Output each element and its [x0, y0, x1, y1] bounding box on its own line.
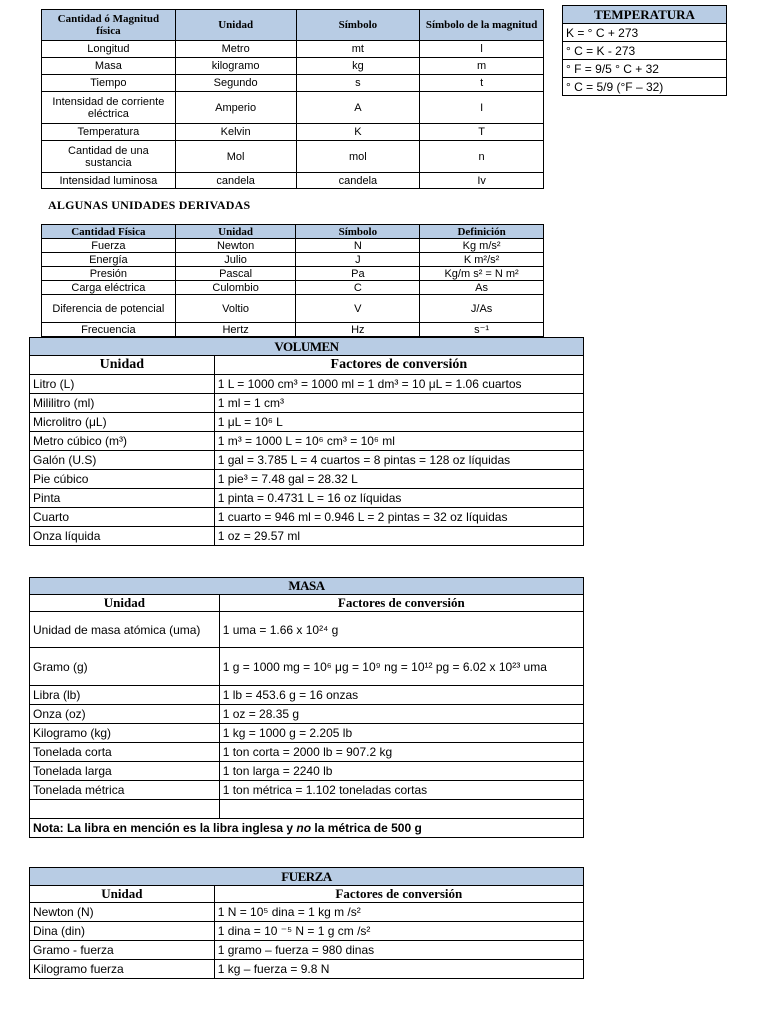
table-cell: Microlitro (μL) [30, 413, 215, 432]
table-row [30, 705, 584, 724]
table-cell: 1 gal = 3.785 L = 4 cuartos = 8 pintas = 128 oz líquidas [214, 451, 583, 470]
table-row [42, 267, 544, 281]
table-cell: Kelvin [175, 124, 296, 141]
table-row [30, 451, 584, 470]
table-cell: 1 g = 1000 mg = 10⁶ μg = 10⁹ ng = 10¹² pg = 6.02 x 10²³ uma [219, 648, 583, 686]
table-cell: 1 μL = 10⁶ L [214, 413, 583, 432]
table-cell: 1 kg = 1000 g = 2.205 lb [219, 724, 583, 743]
table-cell: n [420, 141, 544, 173]
table-row [42, 239, 544, 253]
table-cell: l [420, 41, 544, 58]
table-cell: C [296, 281, 420, 295]
table-cell [30, 800, 220, 819]
table-cell: T [420, 124, 544, 141]
derived-units-heading: ALGUNAS UNIDADES DERIVADAS [48, 198, 251, 212]
table-row [30, 648, 584, 686]
volume-title: VOLUMEN [30, 338, 584, 356]
table-row [30, 375, 584, 394]
table-row [30, 489, 584, 508]
table-cell: Mol [175, 141, 296, 173]
table-row [30, 394, 584, 413]
table-row [30, 960, 584, 979]
table-cell: Newton [175, 239, 296, 253]
table-row [30, 903, 584, 922]
table-cell: 1 m³ = 1000 L = 10⁶ cm³ = 10⁶ ml [214, 432, 583, 451]
table-row [42, 58, 544, 75]
table-cell: Mililitro (ml) [30, 394, 215, 413]
volume-header-unidad: Unidad [30, 356, 215, 375]
table-cell: 1 kg – fuerza = 9.8 N [214, 960, 583, 979]
mass-table [29, 577, 584, 838]
table-cell: 1 cuarto = 946 ml = 0.946 L = 2 pintas = 32 oz líquidas [214, 508, 583, 527]
table-row [42, 253, 544, 267]
table-row [42, 173, 544, 189]
table-cell: 1 gramo – fuerza = 980 dinas [214, 941, 583, 960]
table-cell: 1 L = 1000 cm³ = 1000 ml = 1 dm³ = 10 μL = 1.06 cuartos [214, 375, 583, 394]
table-row [30, 800, 584, 819]
fundamental-units-table [41, 9, 544, 189]
volume-header-factores: Factores de conversión [214, 356, 583, 375]
table-cell: Hz [296, 323, 420, 337]
force-table [29, 867, 584, 979]
table-cell: Pinta [30, 489, 215, 508]
table-cell: N [296, 239, 420, 253]
table-cell: Kg m/s² [420, 239, 544, 253]
table-row [42, 124, 544, 141]
temperature-title: TEMPERATURA [563, 6, 727, 24]
table-cell: Pie cúbico [30, 470, 215, 489]
table-cell: K = ° C + 273 [563, 24, 727, 42]
force-header-factores: Factores de conversión [214, 886, 583, 903]
table-row [42, 75, 544, 92]
table-row [30, 470, 584, 489]
table-cell: mt [296, 41, 420, 58]
table-cell: Segundo [175, 75, 296, 92]
fundamental-header-cantidad: Cantidad ó Magnitud física [42, 10, 176, 41]
table-cell: Cuarto [30, 508, 215, 527]
mass-title: MASA [30, 578, 584, 595]
table-cell: Intensidad de corriente eléctrica [42, 92, 176, 124]
table-row [563, 42, 727, 60]
table-cell: Litro (L) [30, 375, 215, 394]
table-cell: Kilogramo fuerza [30, 960, 215, 979]
table-cell: Presión [42, 267, 176, 281]
temperature-table [562, 5, 727, 96]
derived-header-unidad: Unidad [175, 225, 296, 239]
table-cell: 1 ton métrica = 1.102 toneladas cortas [219, 781, 583, 800]
table-cell: ° F = 9/5 ° C + 32 [563, 60, 727, 78]
table-cell: 1 pie³ = 7.48 gal = 28.32 L [214, 470, 583, 489]
table-cell: 1 uma = 1.66 x 10²⁴ g [219, 612, 583, 648]
table-cell: s [296, 75, 420, 92]
table-cell: 1 oz = 29.57 ml [214, 527, 583, 546]
table-cell: Temperatura [42, 124, 176, 141]
table-cell: Tonelada larga [30, 762, 220, 781]
table-cell: Pa [296, 267, 420, 281]
table-cell: Carga eléctrica [42, 281, 176, 295]
table-cell: Libra (lb) [30, 686, 220, 705]
mass-header-factores: Factores de conversión [219, 595, 583, 612]
mass-note [30, 819, 584, 838]
table-row [30, 527, 584, 546]
table-cell: 1 ml = 1 cm³ [214, 394, 583, 413]
force-title: FUERZA [30, 868, 584, 886]
table-row [30, 508, 584, 527]
table-row [30, 686, 584, 705]
derived-header-cantidad: Cantidad Física [42, 225, 176, 239]
table-row [42, 41, 544, 58]
table-row [30, 413, 584, 432]
mass-note-emphasis: no [296, 821, 312, 835]
table-cell: ° C = K - 273 [563, 42, 727, 60]
table-cell: candela [296, 173, 420, 189]
table-cell: 1 N = 10⁵ dina = 1 kg m /s² [214, 903, 583, 922]
table-cell: Julio [175, 253, 296, 267]
table-cell: Metro cúbico (m³) [30, 432, 215, 451]
table-cell: Diferencia de potencial [42, 295, 176, 323]
table-cell: 1 lb = 453.6 g = 16 onzas [219, 686, 583, 705]
fundamental-header-simbolo: Símbolo [296, 10, 420, 41]
derived-header-definicion: Definición [420, 225, 544, 239]
table-cell: Frecuencia [42, 323, 176, 337]
table-cell: ° C = 5/9 (°F – 32) [563, 78, 727, 96]
table-cell: Amperio [175, 92, 296, 124]
table-row [563, 24, 727, 42]
table-cell: 1 oz = 28.35 g [219, 705, 583, 724]
table-cell: 1 ton corta = 2000 lb = 907.2 kg [219, 743, 583, 762]
table-row [30, 743, 584, 762]
table-row [30, 922, 584, 941]
table-cell: candela [175, 173, 296, 189]
table-cell: Intensidad luminosa [42, 173, 176, 189]
table-cell: s⁻¹ [420, 323, 544, 337]
table-row [30, 724, 584, 743]
table-cell: Kg/m s² = N m² [420, 267, 544, 281]
table-cell: mol [296, 141, 420, 173]
table-cell: Hertz [175, 323, 296, 337]
derived-units-table [41, 224, 544, 337]
table-row [30, 941, 584, 960]
derived-header-simbolo: Símbolo [296, 225, 420, 239]
table-cell: Onza líquida [30, 527, 215, 546]
mass-note-text: Nota: La libra en mención es la libra inglesa y [33, 821, 297, 835]
table-cell: Tonelada métrica [30, 781, 220, 800]
fundamental-header-unidad: Unidad [175, 10, 296, 41]
table-cell: kilogramo [175, 58, 296, 75]
table-cell: A [296, 92, 420, 124]
table-cell: I [420, 92, 544, 124]
table-cell: V [296, 295, 420, 323]
table-cell: kg [296, 58, 420, 75]
table-cell: 1 ton larga = 2240 lb [219, 762, 583, 781]
table-row [30, 612, 584, 648]
table-row [42, 92, 544, 124]
table-cell: 1 dina = 10 ⁻⁵ N = 1 g cm /s² [214, 922, 583, 941]
table-row [42, 323, 544, 337]
table-row [30, 781, 584, 800]
table-cell: Energía [42, 253, 176, 267]
table-row [563, 78, 727, 96]
table-cell: K [296, 124, 420, 141]
table-cell: Gramo - fuerza [30, 941, 215, 960]
table-cell: Metro [175, 41, 296, 58]
table-cell: Longitud [42, 41, 176, 58]
table-cell: J [296, 253, 420, 267]
table-cell: Voltio [175, 295, 296, 323]
table-cell: t [420, 75, 544, 92]
mass-note-text-end: la métrica de 500 g [311, 821, 422, 835]
table-cell: Kilogramo (kg) [30, 724, 220, 743]
table-cell: J/As [420, 295, 544, 323]
table-cell: Cantidad de una sustancia [42, 141, 176, 173]
table-row [42, 141, 544, 173]
table-row [42, 295, 544, 323]
table-row [30, 762, 584, 781]
table-cell: Gramo (g) [30, 648, 220, 686]
table-cell: K m²/s² [420, 253, 544, 267]
force-header-unidad: Unidad [30, 886, 215, 903]
table-cell: Masa [42, 58, 176, 75]
table-cell: m [420, 58, 544, 75]
table-cell: Galón (U.S) [30, 451, 215, 470]
table-cell: Culombio [175, 281, 296, 295]
table-cell: Dina (din) [30, 922, 215, 941]
table-row [563, 60, 727, 78]
table-cell: Pascal [175, 267, 296, 281]
fundamental-header-simbolo-magnitud: Símbolo de la magnitud [420, 10, 544, 41]
volume-table [29, 337, 584, 546]
table-cell: Fuerza [42, 239, 176, 253]
table-cell: 1 pinta = 0.4731 L = 16 oz líquidas [214, 489, 583, 508]
table-cell: Newton (N) [30, 903, 215, 922]
table-row [30, 432, 584, 451]
table-cell [219, 800, 583, 819]
table-cell: Onza (oz) [30, 705, 220, 724]
table-cell: Iv [420, 173, 544, 189]
mass-header-unidad: Unidad [30, 595, 220, 612]
table-cell: Tonelada corta [30, 743, 220, 762]
table-row [42, 281, 544, 295]
table-cell: Tiempo [42, 75, 176, 92]
table-cell: Unidad de masa atómica (uma) [30, 612, 220, 648]
table-cell: As [420, 281, 544, 295]
